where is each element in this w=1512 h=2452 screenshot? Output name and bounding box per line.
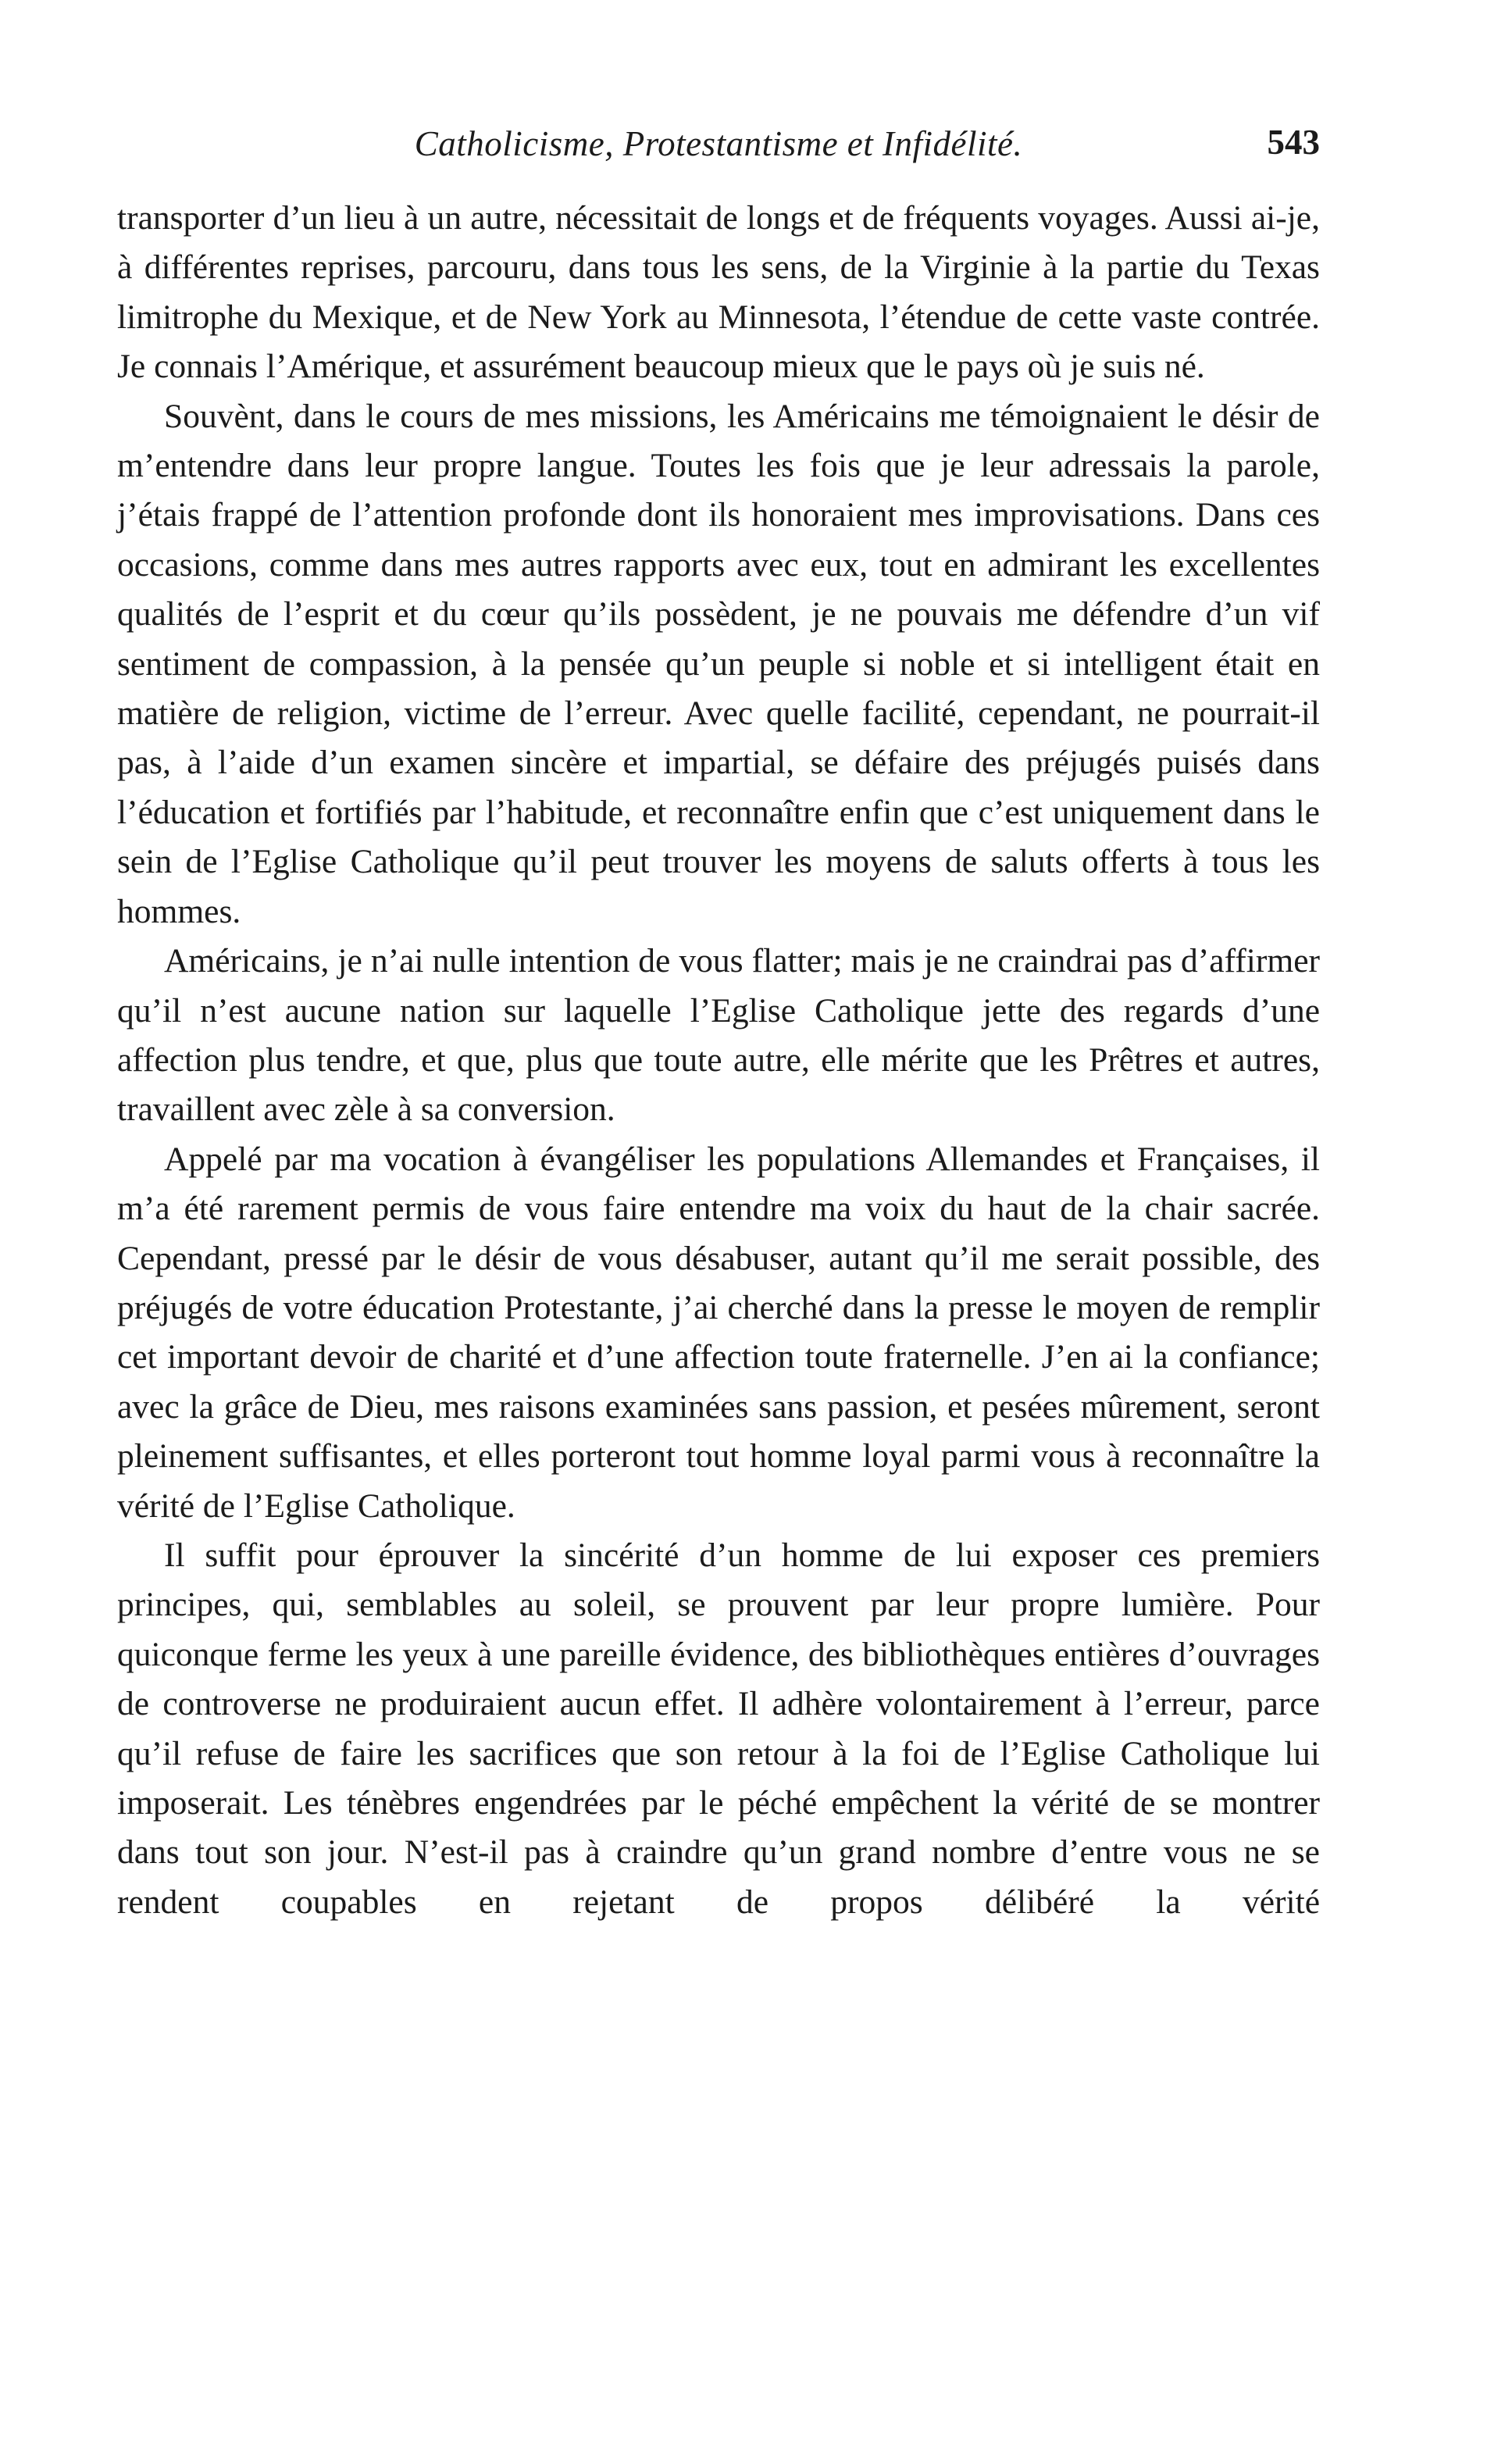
paragraph-3: Américains, je n’ai nulle intention de vous flatter; mais je ne craindrai pas d’affirmer qu’il n’est aucune nation sur laquelle l’Eglise Catholique jette des regards d’une affection plus tendre, et que, plus que toute autre, elle mérite que les Prêtres et autres, travaillent avec zèle à sa conversion. — [117, 942, 1320, 1129]
running-title: Catholicisme, Protestantisme et Infidélité. — [414, 124, 1023, 163]
paragraph-1: transporter d’un lieu à un autre, nécessitait de longs et de fréquents voyages. Aussi ai-je, à différentes reprises, parcouru, dans tous les sens, de la Virginie à la partie du Texas limitrophe du Mexique, et de New York au Minnesota, l’étendue de cette vaste contrée. Je connais l’Amérique, et assurément beaucoup mieux que le pays où je suis né. — [117, 199, 1320, 386]
paragraph-5: Il suffit pour éprouver la sincérité d’un homme de lui exposer ces premiers principes, qui, semblables au soleil, se prouvent par leur propre lumière. Pour quiconque ferme les yeux à une pareille évidence, des bibliothèques entières d’ouvrages de controverse ne produiraient aucun effet. Il adhère volontairement à l’erreur, parce qu’il refuse de faire les sacrifices que son retour à la foi de l’Eglise Catholique lui imposerait. Les ténèbres engendrées par le péché empêchent la vérité de se montrer dans tout son jour. N’est-il pas à craindre qu’un grand nombre d’entre vous ne se rendent coupables en rejetant de propos délibéré la vérité — [117, 1536, 1320, 1921]
book-page — [117, 117, 1320, 2382]
running-head — [117, 117, 1320, 180]
page-number: 543 — [1267, 123, 1320, 162]
paragraph-4: Appelé par ma vocation à évangéliser les populations Allemandes et Françaises, il m’a été rarement permis de vous faire entendre ma voix du haut de la chair sacrée. Cependant, pressé par le désir de vous désabuser, autant qu’il me serait possible, des préjugés de votre éducation Protestante, j’ai cherché dans la presse le moyen de remplir cet important devoir de charité et d’une affection toute fraternelle. J’en ai la confiance; avec la grâce de Dieu, mes raisons examinées sans passion, et pesées mûrement, seront pleinement suffisantes, et elles porteront tout homme loyal parmi vous à reconnaître la vérité de l’Eglise Catholique. — [117, 1140, 1320, 1525]
paragraph-2: Souvènt, dans le cours de mes missions, les Américains me témoignaient le désir de m’entendre dans leur propre langue. Toutes les fois que je leur adressais la parole, j’étais frappé de l’attention profonde dont ils honoraient mes improvisations. Dans ces occasions, comme dans mes autres rapports avec eux, tout en admirant les excellentes qualités de l’esprit et du cœur qu’ils possèdent, je ne pouvais me défendre d’un vif sentiment de compassion, à la pensée qu’un peuple si noble et si intelligent était en matière de religion, victime de l’erreur. Avec quelle facilité, cependant, ne pourrait-il pas, à l’aide d’un examen sincère et impartial, se défaire des préjugés puisés dans l’éducation et fortifiés par l’habitude, et reconnaître enfin que c’est uniquement dans le sein de l’Eglise Catholique qu’il peut trouver les moyens de saluts offerts à tous les hommes. — [117, 397, 1320, 930]
body-text — [117, 194, 1320, 1927]
